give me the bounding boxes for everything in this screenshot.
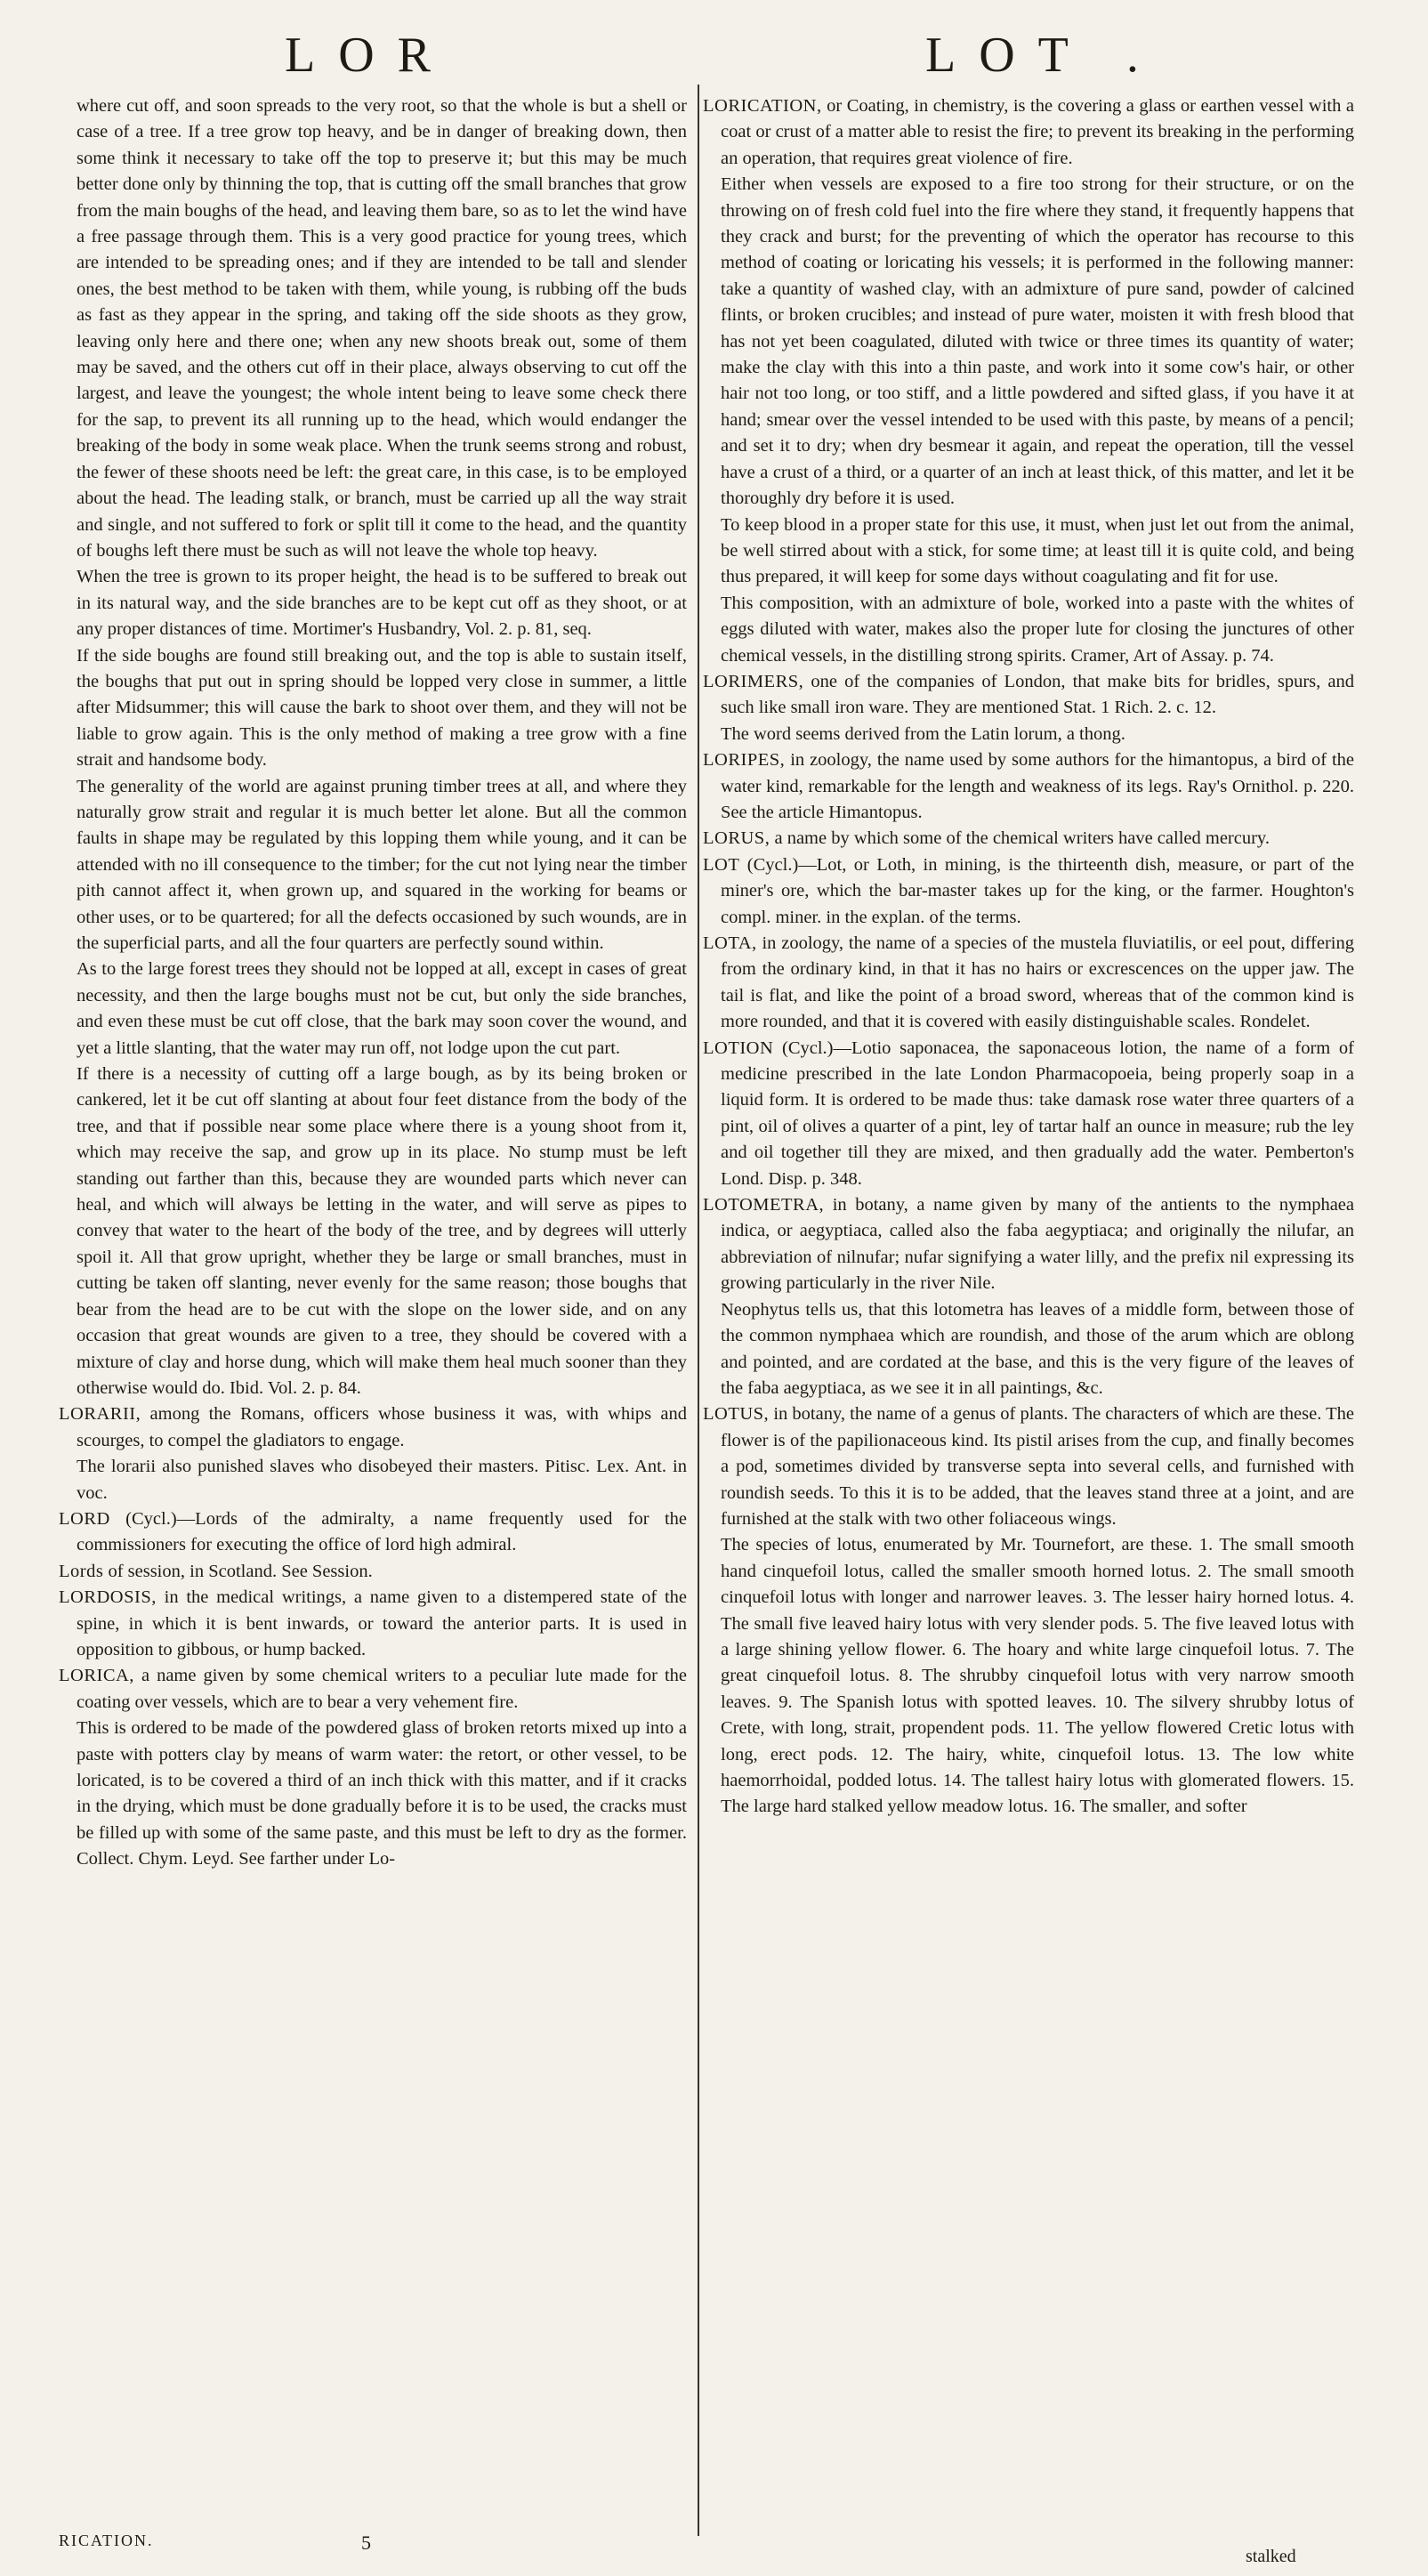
paragraph: The generality of the world are against pruning timber trees at all, and where they naturally grow strait and regular it is much better let alone. But all the common faults in shape may be regulated by this lopping them while young, and it can be attended with no ill consequence to the timber; for the cut not lying near the timber pith cannot affect it, when grown up, and squared in the working for beams or other uses, or to be quartered; for all the defects occasioned by such wounds, are in the superficial parts, and all the four quarters are perfectly sound within. bbox=[77, 776, 687, 953]
paragraph: To keep blood in a proper state for this use, it must, when just let out from the animal, be well stirred about with a stick, for some time; at least till it is quite cold, and being thus prepared, it will keep for some days without coagulating and fit for use. bbox=[721, 514, 1354, 587]
entry-text: (Cycl.)—Lot, or Loth, in mining, is the thirteenth dish, measure, or part of the miner's ore, which the bar-master takes up for the king, or the farmer. Houghton's compl. miner. in the explan. of the terms. bbox=[721, 854, 1354, 927]
dictionary-entry bbox=[703, 1401, 1354, 1532]
entry-text: in zoology, the name of a species of the mustela fluviatilis, or eel pout, differing from the ordinary kind, in that it has no hairs or excrescences on the upper jaw. The tail is flat, and like the point of a broad sword, whereas that of the common kind is more rounded, and that it is covered with easily distinguishable scales. Rondelet. bbox=[721, 933, 1354, 1032]
entry-headword: LORD bbox=[59, 1508, 110, 1529]
entry-text: in botany, a name given by many of the antients to the nymphaea indica, or aegyptiaca, called also the faba aegyptiaca; and originally the nilufar, an abbreviation of nilnufar; nufar signifying a water lilly, and the prefix nil expressing its growing particularly in the river Nile. bbox=[721, 1195, 1354, 1294]
dictionary-entry bbox=[59, 1663, 687, 1716]
paragraph: Neophytus tells us, that this lotometra has leaves of a middle form, between those of the common nymphaea which are roundish, and those of the arum which are oblong and pointed, and are cordated at the base, and this is the very figure of the leaves of the faba aegyptiaca, as we see it in all paintings, &c. bbox=[721, 1299, 1354, 1398]
dictionary-entry bbox=[703, 1036, 1354, 1192]
right-column bbox=[703, 93, 1354, 2527]
dictionary-entry bbox=[703, 852, 1354, 931]
entry-headword: Lords bbox=[59, 1561, 104, 1581]
paragraph: where cut off, and soon spreads to the very root, so that the whole is but a shell or case of a tree. If a tree grow top heavy, and be in danger of breaking down, then some think it necessary to take off the top to preserve it; but this may be much better done only by thinning the top, that is cutting off the small branches that grow from the main boughs of the head, and leaving them bare, so as to let the wind have a free passage through them. This is a very good practice for young trees, which are intended to be spreading ones; and if they are intended to be tall and slender ones, the best method to be taken with them, while young, is rubbing off the buds as fast as they appear in the spring, and taking off the side shoots as they grow, leaving only here and there one; when any new shoots break out, some of them may be saved, and the others cut off in their place, always observing to cut off the largest, and leave the youngest; the whole intent being to leave some check there for the sap, to prevent its all running up to the head, which would endanger the breaking of the body in some weak place. When the trunk seems strong and robust, the fewer of these shoots need be left: the great care, in this case, is to be employed about the head. The leading stalk, or branch, must be carried up all the way strait and single, and not suffered to fork or split till it come to the head, and the quantity of boughs left there must be such as will not leave the whole top heavy. bbox=[77, 96, 687, 561]
entry-headword: LOT bbox=[703, 854, 740, 875]
entry-headword: LOTUS, bbox=[703, 1404, 770, 1425]
entry-headword: LORDOSIS, bbox=[59, 1587, 157, 1608]
dictionary-entry bbox=[703, 931, 1354, 1036]
entry-text: or Coating, in chemistry, is the covering a glass or earthen vessel with a coat or crust of a matter able to resist the fire; to prevent its breaking in the performing an operation, that requires great violence of fire. bbox=[721, 96, 1354, 168]
entry-headword: LORICATION, bbox=[703, 96, 822, 116]
entry-headword: LORICA, bbox=[59, 1666, 134, 1686]
paragraph: This composition, with an admixture of bole, worked into a paste with the whites of eggs diluted with water, makes also the proper lute for closing the junctures of other chemical vessels, in the distilling strong spirits. Cramer, Art of Assay. p. 74. bbox=[721, 593, 1354, 666]
catchword: stalked bbox=[1246, 2547, 1296, 2566]
paragraph: If the side boughs are found still breaking out, and the top is able to sustain itself, the boughs that put out in spring should be lopped very close in summer, a little after Midsummer; this will cause the bark to shoot over them, and they will not be liable to grow again. This is the only method of making a tree grow with a fine strait and handsome body. bbox=[77, 645, 687, 771]
entry-headword: LOTION bbox=[703, 1038, 774, 1058]
left-column bbox=[59, 93, 687, 2527]
entry-headword: LORIPES, bbox=[703, 750, 786, 771]
entry-text: in botany, the name of a genus of plants. The characters of which are these. The flower is of the papilionaceous kind. Its pistil arises from the cup, and finally becomes a pod, sometimes divided by transverse septa into several cells, and furnished with roundish seeds. To this it is to be added, that the leaves stand three at a joint, and are furnished at the stalk with two other foliaceous wings. bbox=[721, 1404, 1354, 1529]
entry-text: one of the companies of London, that make bits for bridles, spurs, and such like small iron ware. They are mentioned Stat. 1 Rich. 2. c. 12. bbox=[721, 671, 1354, 718]
column-divider bbox=[698, 85, 699, 2536]
entry-text: (Cycl.)—Lords of the admiralty, a name frequently used for the commissioners for executing the office of lord high admiral. bbox=[77, 1508, 687, 1555]
entry-text: among the Romans, officers whose business it was, with whips and scourges, to compel the gladiators to engage. bbox=[77, 1404, 687, 1450]
continuation-text: RICATION. bbox=[59, 2532, 154, 2549]
running-head-left: LOR bbox=[285, 28, 454, 83]
paragraph: If there is a necessity of cutting off a large bough, as by its being broken or cankered, let it be cut off slanting at about four feet distance from the body of the tree, and that if possible near some place where there is a young shoot from it, which may receive the sap, and grow up in its place. No stump must be left standing out farther than this, because they are wounded parts which never can heal, and which will always be letting in the water, and will serve as pipes to convey that water to the heart of the body of the tree, and by degrees will utterly spoil it. All that grow upright, whether they be large or small branches, must in cutting be taken off slanting, never evenly for the same reason; those boughs that bear from the head are to be cut with the slope on the lower side, and on any occasion that great wounds are given to a tree, they should be covered with a mixture of clay and horse dung, which will make them heal much sooner than they otherwise would do. Ibid. Vol. 2. p. 84. bbox=[77, 1064, 687, 1398]
entry-text: (Cycl.)—Lotio saponacea, the saponaceous lotion, the name of a form of medicine prescribed in the late London Pharmacopoeia, being properly soap in a liquid form. It is ordered to be made thus: take damask rose water three quarters of a pint, oil of olives a quarter of a pint, ley of tartar half an ounce in measure; rub the ley and oil together till they are mixed, and then gradually add the water. Pemberton's Lond. Disp. p. 348. bbox=[721, 1038, 1354, 1189]
dictionary-entry bbox=[703, 747, 1354, 826]
entry-headword: LORARII, bbox=[59, 1404, 141, 1425]
dictionary-entry bbox=[703, 93, 1354, 172]
dictionary-entry bbox=[703, 669, 1354, 722]
signature-mark: 5 bbox=[361, 2532, 371, 2554]
paragraph: When the tree is grown to its proper height, the head is to be suffered to break out in its natural way, and the side branches are to be kept cut off as they shoot, or at any proper distances of time. Mortimer's Husbandry, Vol. 2. p. 81, seq. bbox=[77, 567, 687, 640]
paragraph: Either when vessels are exposed to a fire too strong for their structure, or on the throwing on of fresh cold fuel into the fire where they stand, it frequently happens that they crack and burst; for the preventing of which the operator has recourse to this method of coating or loricating his vessels; it is performed in the following manner: take a quantity of washed clay, with an admixture of pure sand, powder of calcined flints, or broken crucibles; and instead of pure water, moisten it with fresh blood that has not yet been coagulated, diluted with twice or three times its quantity of water; make the clay with this into a thin paste, and work into it some cow's hair, or other hair not too long, or too stiff, and a little powdered and sifted glass, if you have it at hand; smear over the vessel intended to be used with this paste, by means of a pencil; and set it to dry; when dry besmear it again, and repeat the operation, till the vessel have a crust of a third, or a quarter of an inch at least thick, of this matter, and let it be thoroughly dry before it is used. bbox=[721, 174, 1354, 509]
entry-text: a name by which some of the chemical writers have called mercury. bbox=[770, 828, 1270, 849]
dictionary-entry bbox=[59, 1506, 687, 1559]
paragraph: The word seems derived from the Latin lorum, a thong. bbox=[721, 723, 1125, 744]
entry-text: in zoology, the name used by some authors for the himantopus, a bird of the water kind, remarkable for the length and weakness of its legs. Ray's Ornithol. p. 220. See the article Himantopus. bbox=[721, 750, 1354, 822]
running-head-right: LOT . bbox=[925, 28, 1162, 83]
paragraph: The species of lotus, enumerated by Mr. Tournefort, are these. 1. The small smooth hand cinquefoil lotus, called the smaller smooth horned lotus. 2. The small smooth cinquefoil lotus with longer and narrower leaves. 3. The lesser hairy horned lotus. 4. The small five leaved hairy lotus with very slender pods. 5. The five leaved lotus with a large shining yellow flower. 6. The hoary and white large cinquefoil lotus. 7. The great cinquefoil lotus. 8. The shrubby cinquefoil lotus with very narrow smooth leaves. 9. The Spanish lotus with spotted leaves. 10. The silvery shrubby lotus of Crete, with long, strait, propendent pods. 11. The yellow flowered Cretic lotus with long, erect pods. 12. The hairy, white, cinquefoil lotus. 13. The low white haemorrhoidal, podded lotus. 14. The tallest hairy lotus with glomerated flowers. 15. The large hard stalked yellow meadow lotus. 16. The smaller, and softer bbox=[721, 1535, 1354, 1817]
entry-headword: LOTA, bbox=[703, 933, 757, 953]
paragraph: This is ordered to be made of the powdered glass of broken retorts mixed up into a paste with potters clay by means of warm water: the retort, or other vessel, to be loricated, is to be covered a third of an inch thick with this matter, and if it cracks in the drying, which must be done gradually before it is to be used, the cracks must be filled up with some of the same paste, and this must be left to dry as the former. Collect. Chym. Leyd. See farther under Lo- bbox=[77, 1718, 687, 1869]
dictionary-entry bbox=[59, 1401, 687, 1454]
paragraph: As to the large forest trees they should not be lopped at all, except in cases of great necessity, and then the large boughs must not be cut, but only the side branches, and even these must be cut off close, that the bark may soon cover the wound, and yet a little slanting, that the water may run off, not lodge upon the cut part. bbox=[77, 959, 687, 1058]
entry-headword: LORUS, bbox=[703, 828, 770, 849]
dictionary-entry bbox=[59, 1585, 687, 1663]
dictionary-entry bbox=[59, 1559, 687, 1585]
dictionary-entry bbox=[703, 1192, 1354, 1297]
entry-headword: LOTOMETRA, bbox=[703, 1195, 825, 1215]
entry-text: a name given by some chemical writers to a peculiar lute made for the coating over vessels, which are to bear a very vehement fire. bbox=[77, 1666, 687, 1712]
entry-text: of session, in Scotland. See Session. bbox=[103, 1561, 373, 1581]
dictionary-entry bbox=[703, 826, 1354, 852]
entry-text: in the medical writings, a name given to a distempered state of the spine, in which it is bent inwards, or toward the anterior parts. It is used in opposition to gibbous, or hump backed. bbox=[77, 1587, 687, 1659]
paragraph: The lorarii also punished slaves who disobeyed their masters. Pitisc. Lex. Ant. in voc. bbox=[77, 1457, 687, 1503]
entry-headword: LORIMERS, bbox=[703, 671, 804, 691]
